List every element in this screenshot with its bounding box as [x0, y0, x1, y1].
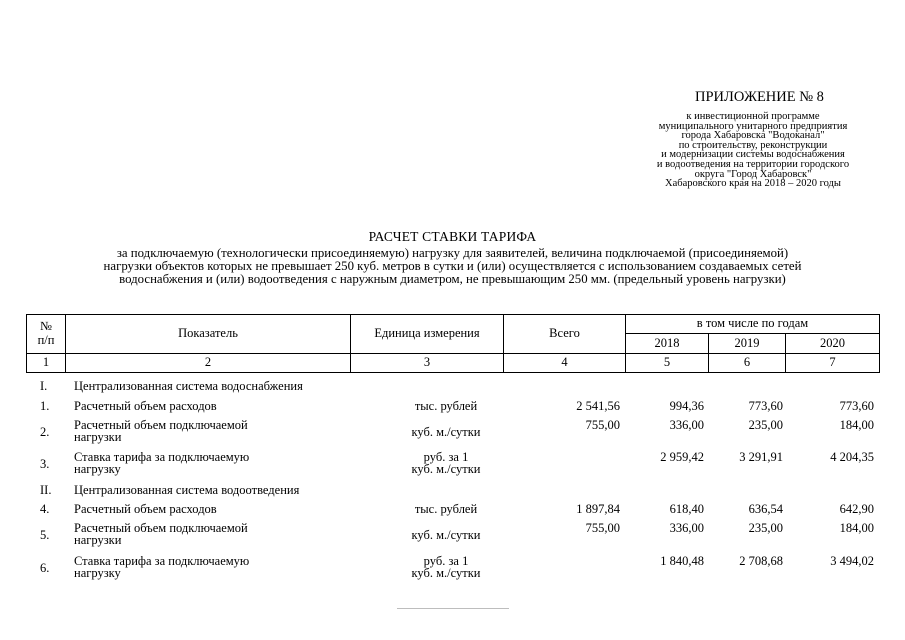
row-2020: 642,90: [839, 502, 874, 516]
table-border: [26, 372, 880, 373]
row-num: 2.: [40, 425, 50, 439]
appendix-subtitle: [638, 112, 868, 189]
appendix-title: ПРИЛОЖЕНИЕ № 8: [695, 89, 824, 105]
row-name: Расчетный объем расходов: [74, 502, 217, 516]
row-2020: 184,00: [839, 418, 874, 432]
document-subtitle: [0, 247, 905, 285]
row-2018: 2 959,42: [660, 450, 704, 464]
header-total: Всего: [549, 326, 580, 340]
header-years-group: в том числе по годам: [696, 316, 809, 330]
row-2019: 235,00: [748, 418, 783, 432]
row-2019: 773,60: [748, 399, 783, 413]
row-name: Расчетный объем подключаемой: [74, 418, 248, 432]
row-2019: 636,54: [748, 502, 783, 516]
row-unit: куб. м./сутки: [411, 528, 481, 542]
row-2018: 618,40: [669, 502, 704, 516]
row-num: II.: [40, 483, 52, 497]
row-name: Ставка тарифа за подключаемую: [74, 450, 250, 464]
row-2018: 994,36: [669, 399, 704, 413]
row-unit: руб. за 1: [423, 450, 469, 464]
header-year-2018: 2018: [654, 336, 680, 350]
row-2020: 3 494,02: [830, 554, 874, 568]
header-year-2019: 2019: [734, 336, 760, 350]
table-border: [625, 333, 880, 334]
row-unit: куб. м./сутки: [411, 425, 481, 439]
row-name: Расчетный объем расходов: [74, 399, 217, 413]
row-name: нагрузку: [74, 566, 121, 580]
header-indicator: Показатель: [178, 326, 238, 340]
appendix-line: города Хабаровска "Водоканал": [681, 130, 825, 142]
row-num: 3.: [40, 457, 50, 471]
table-border: [879, 314, 880, 373]
row-2020: 4 204,35: [830, 450, 874, 464]
row-2020: 184,00: [839, 521, 874, 535]
row-unit: руб. за 1: [423, 554, 469, 568]
row-num: I.: [40, 379, 48, 393]
col-number: 7: [829, 355, 836, 369]
row-total: 1 897,84: [576, 502, 620, 516]
row-unit: куб. м./сутки: [411, 566, 481, 580]
document-title: РАСЧЕТ СТАВКИ ТАРИФА: [368, 229, 537, 244]
subtitle-line: за подключаемую (технологически присоединяемую) нагрузку для заявителей, величина подключаемой (присоединяемой): [116, 246, 789, 260]
col-number: 3: [423, 355, 431, 369]
row-2018: 336,00: [669, 418, 704, 432]
row-total: 755,00: [585, 418, 620, 432]
col-number: 4: [561, 355, 568, 369]
subtitle-line: нагрузки объектов которых не превышает 250 куб. метров в сутки и (или) осуществляется с использованием создаваемых сетей: [103, 258, 802, 273]
appendix-line: и модернизации системы водоснабжения: [661, 149, 845, 161]
row-name: нагрузки: [74, 430, 122, 444]
row-total: 755,00: [585, 521, 620, 535]
row-total: 2 541,56: [576, 399, 620, 413]
appendix-line: Хабаровского края на 2018 – 2020 годы: [665, 178, 841, 190]
header-num: № п/п: [37, 319, 55, 347]
tariff-table-header: [26, 314, 880, 373]
appendix-line: по строительству, реконструкции: [678, 139, 828, 151]
row-2018: 1 840,48: [660, 554, 704, 568]
table-border: [26, 314, 880, 315]
row-num: 6.: [40, 561, 50, 575]
row-num: 1.: [40, 399, 50, 413]
row-name: нагрузку: [74, 462, 121, 476]
row-name: Ставка тарифа за подключаемую: [74, 554, 250, 568]
row-unit: тыс. рублей: [414, 399, 478, 413]
subtitle-line: водоснабжения и (или) водоотведения с наружным диаметром, не превышающим 250 мм. (предельный уровень нагрузки): [119, 271, 786, 286]
appendix-line: и водоотведения на территории городского: [656, 158, 850, 170]
row-unit: куб. м./сутки: [411, 462, 481, 476]
col-number: 2: [204, 355, 212, 369]
row-num: 5.: [40, 528, 50, 542]
row-name: Централизованная система водоснабжения: [74, 379, 303, 393]
col-number: 1: [42, 355, 50, 369]
row-name: нагрузки: [74, 533, 122, 547]
row-2019: 3 291,91: [739, 450, 783, 464]
appendix-line: муниципального унитарного предприятия: [658, 120, 848, 132]
row-2019: 2 708,68: [739, 554, 783, 568]
table-border: [26, 353, 880, 354]
col-number: 6: [743, 355, 751, 369]
header-unit: Единица измерения: [374, 326, 480, 340]
row-name: Централизованная система водоотведения: [74, 483, 300, 497]
appendix-line: округа "Город Хабаровск": [694, 168, 812, 180]
row-2018: 336,00: [669, 521, 704, 535]
col-number: 5: [663, 355, 671, 369]
row-name: Расчетный объем подключаемой: [74, 521, 248, 535]
row-unit: тыс. рублей: [414, 502, 478, 516]
row-2019: 235,00: [748, 521, 783, 535]
header-year-2020: 2020: [820, 336, 845, 350]
row-2020: 773,60: [839, 399, 874, 413]
row-num: 4.: [40, 502, 50, 516]
footnote-divider: [397, 608, 509, 609]
appendix-line: к инвестиционной программе: [686, 111, 820, 122]
